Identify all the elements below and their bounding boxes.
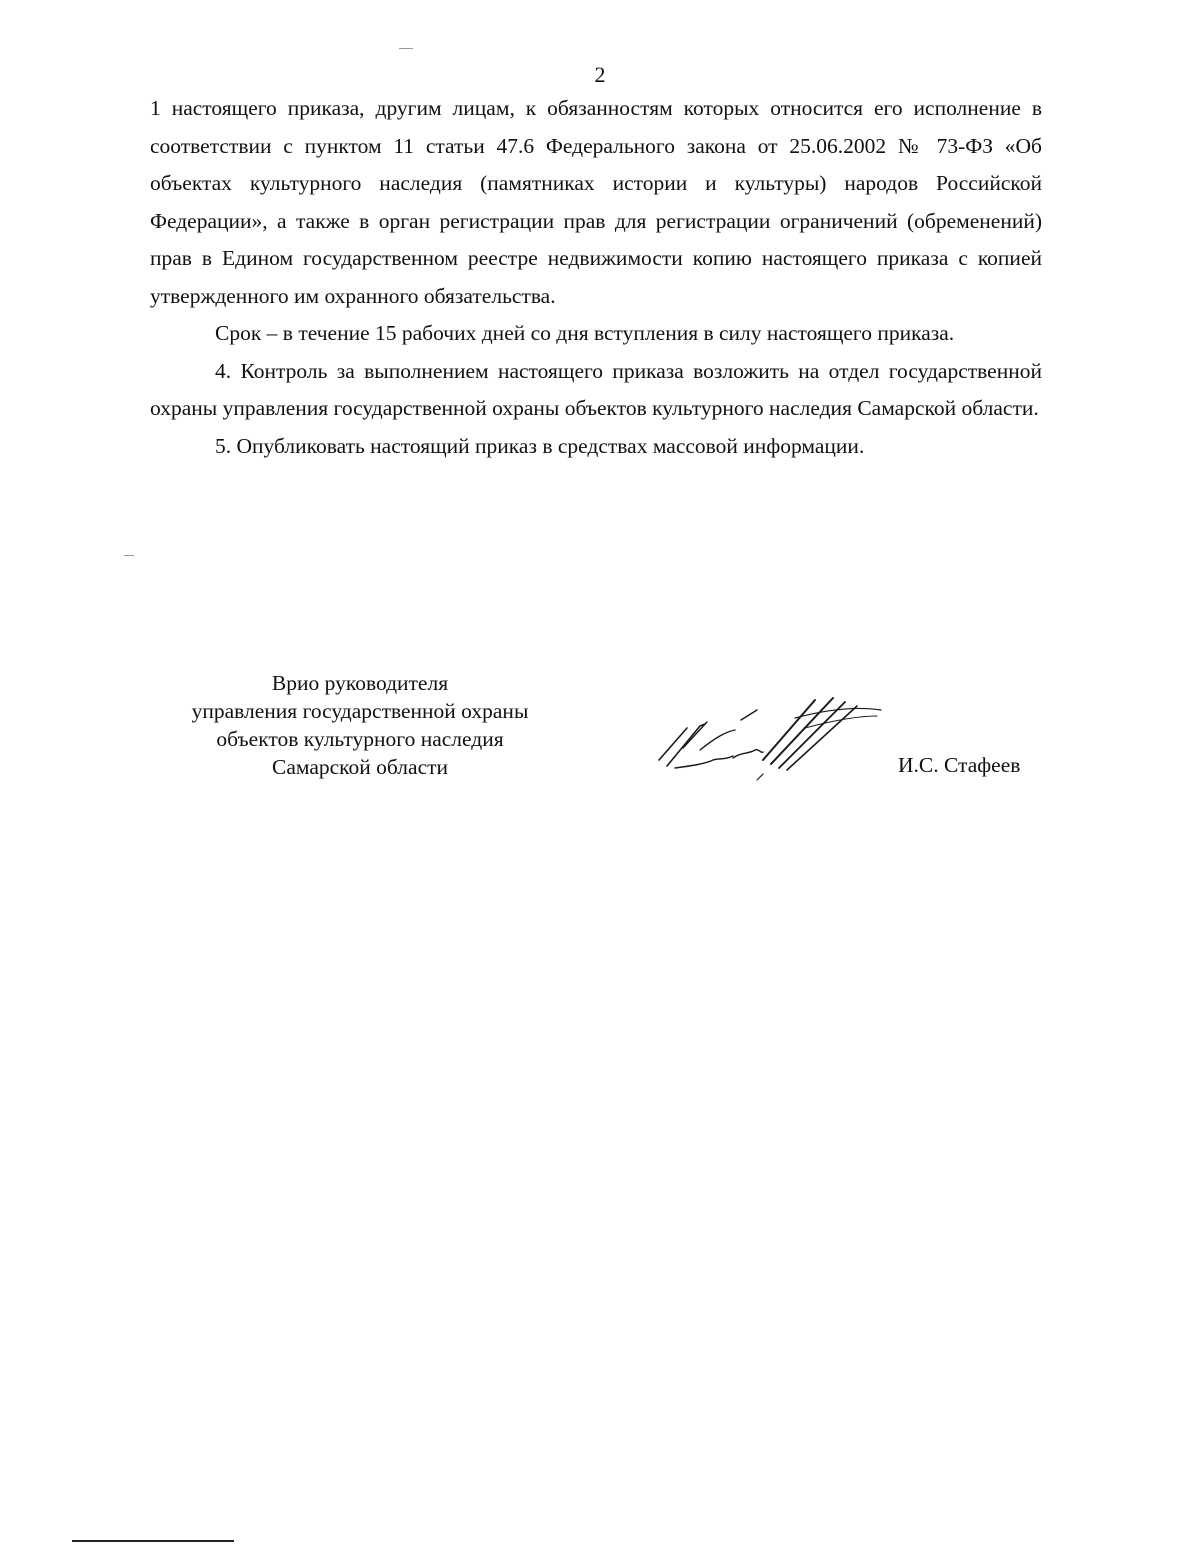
paragraph-deadline: Срок – в течение 15 рабочих дней со дня вступления в силу настоящего приказа. xyxy=(215,321,955,345)
signatory-title-line-2: управления государственной охраны xyxy=(191,699,529,723)
footer-rule xyxy=(72,1540,234,1542)
signatory-title xyxy=(150,669,570,781)
signer-name: И.С. Стафеев xyxy=(898,753,1021,777)
paragraph-item-4: 4. Контроль за выполнением настоящего приказа возложить на отдел государственной охраны управления государственной охраны объектов культурного наследия Самарской области. xyxy=(150,358,1042,420)
signatory-title-line-1: Врио руководителя xyxy=(271,671,449,695)
signatory-title-line-4: Самарской области xyxy=(271,755,449,779)
scan-speck xyxy=(399,48,413,49)
document-body xyxy=(150,90,1042,465)
handwritten-signature xyxy=(645,688,895,788)
paragraph-continuation: 1 настоящего приказа, другим лицам, к обязанностям которых относится его исполнение в соответствии с пунктом 11 статьи 47.6 Федерального закона от 25.06.2002 № 73-ФЗ «Об объектах культурного наследия (памятниках истории и культуры) народов Российской Федерации», а также в орган регистрации прав для регистрации ограничений (обременений) прав в Едином государственном реестре недвижимости копию настоящего приказа с копией утвержденного им охранного обязательства. xyxy=(150,96,1042,308)
page-number: 2 xyxy=(594,62,606,87)
signatory-title-line-3: объектов культурного наследия xyxy=(216,727,504,751)
scan-speck xyxy=(124,555,134,556)
paragraph-item-5: 5. Опубликовать настоящий приказ в средствах массовой информации. xyxy=(215,433,865,458)
